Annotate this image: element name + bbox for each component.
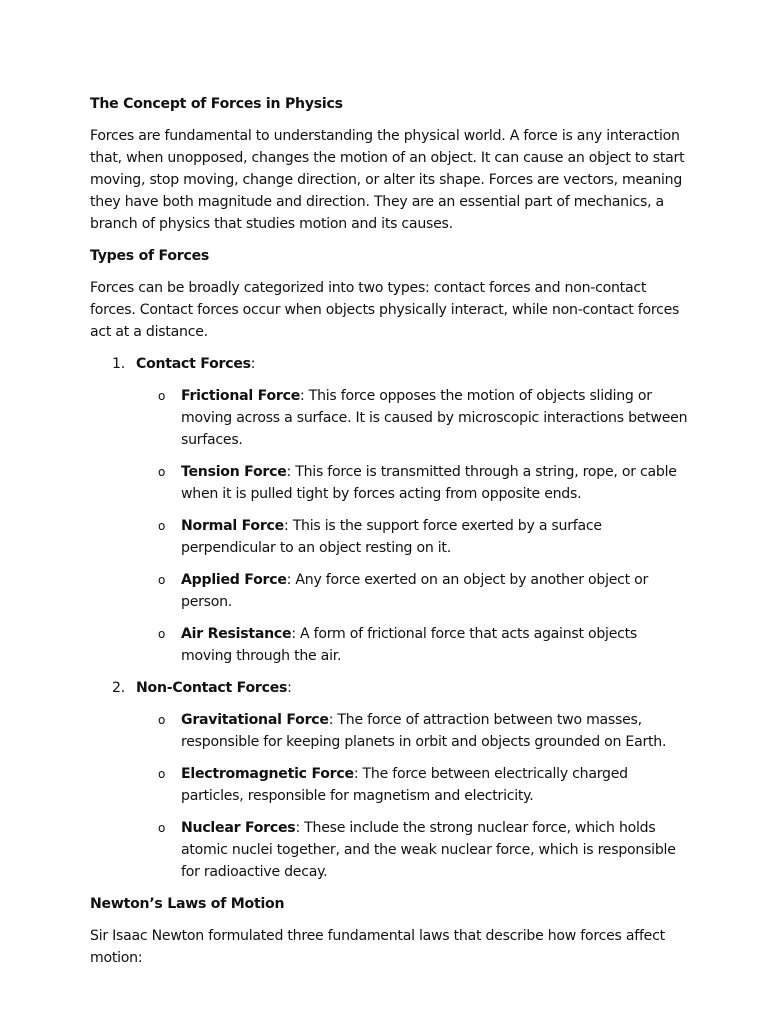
list-item-tension-force [90,461,690,505]
circle-bullet-icon: o [158,627,166,641]
category-name: Contact Forces [136,356,251,372]
non-contact-forces-sublist [90,709,690,883]
circle-bullet-icon: o [158,767,166,781]
document-title: The Concept of Forces in Physics [90,96,343,112]
intro-paragraph: Forces are fundamental to understanding the physical world. A force is any interaction that, when unopposed, changes the motion of an object. It can cause an object to start moving, stop moving, change direction, or alter its shape. Forces are vectors, meaning they have both magnitude and direction. They are an essential part of mechanics, a branch of physics that studies motion and its causes. [90,128,685,232]
term-description: : Any force exerted on an object by another object or person. [181,572,649,610]
category-suffix: : [250,356,256,372]
list-item-electromagnetic-force [90,763,690,807]
term-description: : A form of frictional force that acts against objects moving through the air. [181,626,638,664]
document-page [90,93,690,979]
term-description: : These include the strong nuclear force, which holds atomic nuclei together, and the weak nuclear force, which is responsible for radioactive decay. [181,820,676,880]
list-number: 2. [112,680,125,696]
term-description: : This is the support force exerted by a surface perpendicular to an object resting on it. [181,518,602,556]
list-item-nuclear-forces [90,817,690,883]
term-label: Gravitational Force [181,712,329,728]
term-label: Electromagnetic Force [181,766,354,782]
types-heading: Types of Forces [90,248,210,264]
circle-bullet-icon: o [158,713,166,727]
contact-forces-sublist [90,385,690,667]
newton-intro-paragraph: Sir Isaac Newton formulated three fundamental laws that describe how forces affect motion: [90,928,665,966]
term-label: Normal Force [181,518,284,534]
list-item-applied-force [90,569,690,613]
circle-bullet-icon: o [158,465,166,479]
term-description: : This force opposes the motion of objects sliding or moving across a surface. It is caused by microscopic interactions between surfaces. [181,388,688,448]
category-suffix: : [287,680,292,696]
category-non-contact-forces [90,677,690,699]
list-item-normal-force [90,515,690,559]
circle-bullet-icon: o [158,821,166,835]
types-intro-paragraph: Forces can be broadly categorized into two types: contact forces and non-contact forces. Contact forces occur when objects physically interact, while non-contact forces act at a distance. [90,280,680,340]
term-label: Applied Force [181,572,287,588]
circle-bullet-icon: o [158,519,166,533]
category-contact-forces [90,353,690,375]
list-item-gravitational-force [90,709,690,753]
list-item-frictional-force [90,385,690,451]
newton-heading: Newton’s Laws of Motion [90,896,285,912]
force-categories-list [90,353,690,883]
circle-bullet-icon: o [158,389,166,403]
list-number: 1. [112,356,125,372]
circle-bullet-icon: o [158,573,166,587]
term-label: Tension Force [181,464,287,480]
term-label: Air Resistance [181,626,292,642]
term-description: : The force between electrically charged particles, responsible for magnetism and electricity. [181,766,628,804]
term-description: : This force is transmitted through a string, rope, or cable when it is pulled tight by forces acting from opposite ends. [181,464,677,502]
term-label: Frictional Force [181,388,300,404]
list-item-air-resistance [90,623,690,667]
term-label: Nuclear Forces [181,820,296,836]
term-description: : The force of attraction between two masses, responsible for keeping planets in orbit and objects grounded on Earth. [181,712,667,750]
category-name: Non-Contact Forces [136,680,288,696]
